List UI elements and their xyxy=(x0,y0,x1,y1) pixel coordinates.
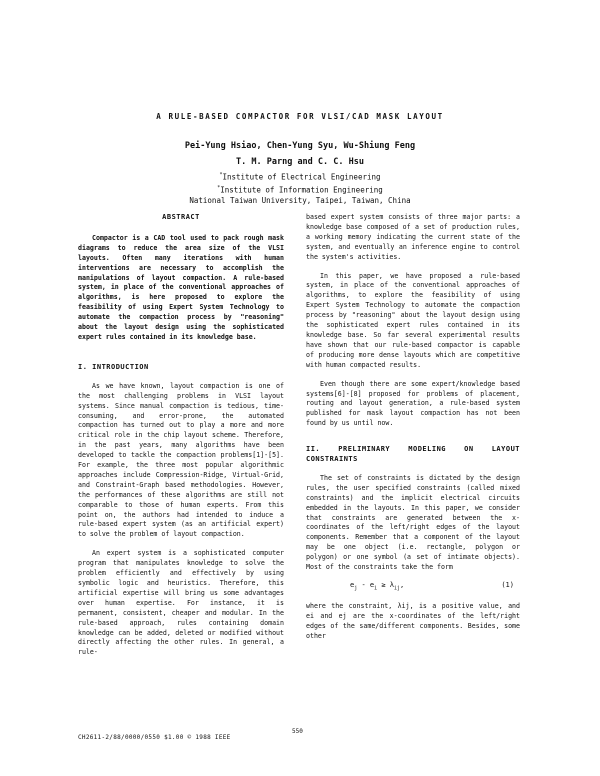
eq-minus-e: - e xyxy=(357,581,375,589)
affiliation-1 xyxy=(0,170,600,183)
section-1-heading: I. INTRODUCTION xyxy=(78,362,149,371)
affiliation-mark-1: * xyxy=(219,172,223,178)
intro-paragraph-2: An expert system is a sophisticated computer program that manipulates knowledge to solve the problem efficiently and effectively by using symbolic logic and heuristics. Therefore, this artificial expertise will bring us some advantages over human expertise. For instance, it is permanent, consistent, cheaper and modular. In the rule-based approach, rules containing domain knowledge can be added, deleted or modified without directly affecting the other rules. In general, a rule- xyxy=(78,549,284,657)
eq-term-e: e xyxy=(350,581,355,589)
abstract-text: Compactor is a CAD tool used to pack rough mask diagrams to reduce the area size of the VLSI layouts. Often many iterations with human interventions are necessary to accomplish the manipulations of layout compaction. A rule-based system, in place of the conventional approaches of algorithms, is here proposed to explore the feasibility of using Expert System Technology to automate the compaction process by "reasoning" about the layout design using the sophisticated expert rules contained in its knowledge base. xyxy=(78,233,284,341)
equation-number: (1) xyxy=(501,581,514,589)
paper-title: A RULE-BASED COMPACTOR FOR VLSI/CAD MASK LAYOUT xyxy=(156,112,444,121)
left-column xyxy=(78,213,284,658)
right-column xyxy=(306,213,520,642)
authors-line-1: Pei-Yung Hsiao, Chen-Yung Syu, Wu-Shiung Feng xyxy=(184,141,416,151)
author-list xyxy=(0,138,600,170)
affiliation-2-text: Institute of Information Engineering xyxy=(220,185,383,194)
right-paragraph-4: The set of constraints is dictated by the design rules, the user specified constraints (called mixed constraints) and the implicit electrical circuits embedded in the layouts. In this paper, we consider that constraints are generated between the x-coordinates of the left/right edges of the layout components. Remember that a component of the layout may be one object (i.e. rectangle, polygon or polygon) or one symbol (a set of intimate objects). Most of the constraints take the form xyxy=(306,473,520,572)
eq-sub-j: j xyxy=(354,585,358,592)
affiliation-3: National Taiwan University, Taipei, Taiwan, China xyxy=(189,196,411,205)
page-number: 550 xyxy=(292,728,303,735)
right-paragraph-2: In this paper, we have proposed a rule-based system, in place of the conventional approaches of algorithms, to explore the feasibility of using Expert System Technology to automate the compaction process by "reasoning" about the layout design using the sophisticated expert rules contained in its knowledge base. So far several experimental results have shown that our rule-based compactor is capable of producing more dense layouts which are competitive with human compacted results. xyxy=(306,271,520,369)
authors-line-2: T. M. Parng and C. C. Hsu xyxy=(236,157,364,167)
affiliation-1-text: Institute of Electrical Engineering xyxy=(222,172,381,182)
section-2-heading: II. PRELIMINARY MODELING ON LAYOUT CONSTRAINTS xyxy=(306,445,520,464)
right-paragraph-1: based expert system consists of three major parts: a knowledge base composed of a set of production rules, a working memory indicating the current state of the system, and eventually an inference engine to control the system's activities. xyxy=(306,213,520,261)
eq-sub-ij: ij xyxy=(393,585,400,592)
affiliations xyxy=(0,170,600,206)
eq-end: , xyxy=(400,581,405,589)
equation-expression xyxy=(350,581,404,594)
copyright-footer: CH2611-2/88/0000/0550 $1.00 © 1988 IEEE xyxy=(78,734,231,741)
equation-1 xyxy=(306,581,520,594)
eq-sub-i: i xyxy=(374,585,378,592)
right-paragraph-3: Even though there are some expert/knowledge based systems[6]-[8] proposed for problems of placement, routing and layout generation, a rule-based system published for mask layout compaction has not been found by us until now. xyxy=(306,379,520,428)
abstract-heading: ABSTRACT xyxy=(162,213,200,221)
intro-paragraph-1: As we have known, layout compaction is one of the most challenging problems in VLSI layout systems. Since manual compaction is tedious, time-consuming, and error-prone, the automated compaction has turned out to play a more and more critical role in the chip layout scheme. Therefore, in the past years, many algorithms have been developed to tackle the compaction problems[1]-[5]. For example, the three most popular algorithmic approaches include Compression-Ridge, Virtual-Grid, and Constraint-Graph based methodologies. However, the performances of these algorithms are still not comparable to those of human experts. From this point on, the authors had intended to induce a rule-based expert system (as an artificial expert) to solve the problem of layout compaction. xyxy=(78,381,284,539)
eq-relation: ≥ λ xyxy=(377,581,394,589)
affiliation-2 xyxy=(0,183,600,196)
right-paragraph-5: where the constraint, λij, is a positive value, and ei and ej are the x-coordinates of the left/right edges of the same/different components. Besides, some other xyxy=(306,602,520,641)
affiliation-mark-2: * xyxy=(217,184,221,191)
